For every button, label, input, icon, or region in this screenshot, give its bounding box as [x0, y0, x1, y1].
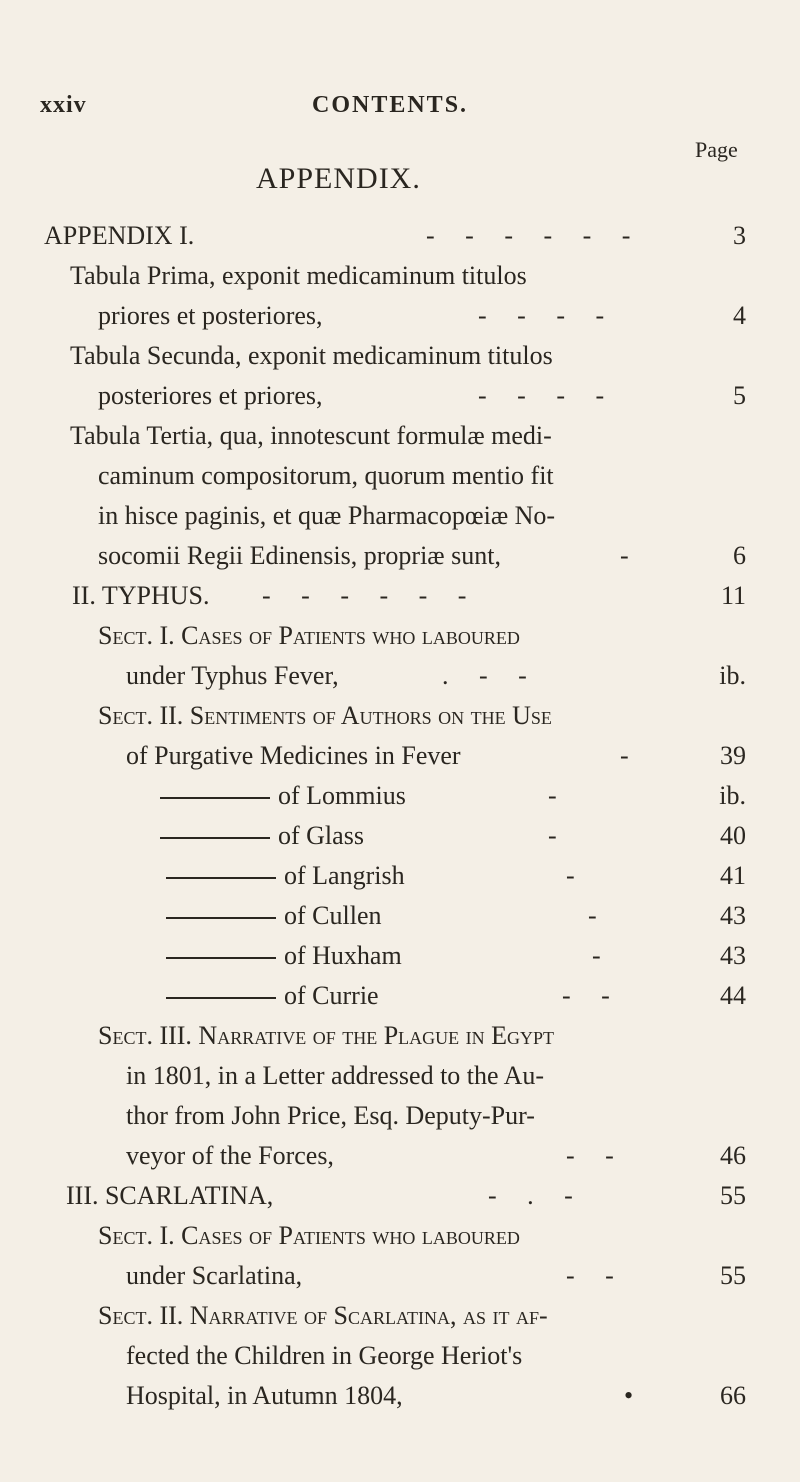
ditto-rule — [166, 957, 276, 959]
page-number: 41 — [720, 861, 746, 890]
leader-dots: - - - - — [478, 381, 605, 410]
entry-text: of Langrish — [284, 861, 405, 890]
entry-line: veyor of the Forces, — [126, 1141, 334, 1170]
entry-author-lommius — [160, 776, 406, 816]
page-number: 4 — [733, 301, 746, 330]
ditto-rule — [160, 837, 270, 839]
entry-line: caminum compositorum, quorum mentio fit — [98, 461, 554, 490]
entry-line: Sect. III. Narrative of the Plague in Egypt — [98, 1021, 555, 1050]
page-number: 3 — [733, 221, 746, 250]
entry-line: posteriores et priores, — [98, 381, 323, 410]
ditto-rule — [166, 877, 276, 879]
leader-dots: - — [566, 861, 575, 890]
entry-author-glass — [160, 816, 364, 856]
entry-line: Tabula Prima, exponit medicaminum titulos — [70, 261, 527, 290]
page-number: 11 — [720, 581, 746, 610]
running-title: CONTENTS. — [312, 92, 469, 118]
entry-line: Sect. II. Narrative of Scarlatina, as it af- — [98, 1301, 548, 1330]
entry-line: of Purgative Medicines in Fever — [126, 741, 461, 770]
entry-text: of Lommius — [278, 781, 406, 810]
entry-line: thor from John Price, Esq. Deputy-Pur- — [126, 1101, 535, 1130]
entry-line: Sect. II. Sentiments of Authors on the Use — [98, 701, 552, 730]
leader-dots: - — [620, 741, 629, 770]
page-folio: xxiv — [40, 92, 87, 118]
entry-scarlatina: III. SCARLATINA, — [66, 1181, 274, 1210]
leader-dots: - — [548, 781, 557, 810]
leader-dots: - — [592, 941, 601, 970]
entry-line: in 1801, in a Letter addressed to the Au- — [126, 1061, 545, 1090]
page-number: 39 — [720, 741, 746, 770]
leader-dots: - - — [566, 1261, 614, 1290]
page-number: 40 — [720, 821, 746, 850]
entry-line: socomii Regii Edinensis, propriæ sunt, — [98, 541, 501, 570]
leader-dots: - . - — [488, 1181, 573, 1210]
leader-dots: - - — [562, 981, 610, 1010]
entry-line: Hospital, in Autumn 1804, — [126, 1381, 403, 1410]
entry-typhus: II. TYPHUS. — [72, 581, 210, 610]
section-title: APPENDIX. — [256, 162, 421, 195]
entry-line: Tabula Tertia, qua, innotescunt formulæ medi- — [70, 421, 552, 450]
entry-author-cullen — [166, 896, 382, 936]
entry-author-huxham — [166, 936, 402, 976]
entry-line: under Scarlatina, — [126, 1261, 303, 1290]
ditto-rule — [166, 917, 276, 919]
page-number: 55 — [720, 1261, 746, 1290]
entry-line: fected the Children in George Heriot's — [126, 1341, 523, 1370]
running-head — [0, 92, 800, 132]
ditto-rule — [160, 797, 270, 799]
entry-line: under Typhus Fever, — [126, 661, 339, 690]
page-number: 43 — [720, 941, 746, 970]
entry-line: in hisce paginis, et quæ Pharmacopœiæ No- — [98, 501, 556, 530]
page-number: 46 — [720, 1141, 746, 1170]
page-number: 66 — [720, 1381, 746, 1410]
entry-text: of Currie — [284, 981, 379, 1010]
leader-dots: - - - - - - — [262, 581, 467, 610]
entry-line: Sect. I. Cases of Patients who laboured — [98, 621, 520, 650]
entry-line: Sect. I. Cases of Patients who laboured — [98, 1221, 520, 1250]
page-number: 43 — [720, 901, 746, 930]
entry-text: of Cullen — [284, 901, 382, 930]
page-number: ib. — [719, 661, 746, 690]
ditto-rule — [166, 997, 276, 999]
entry-author-currie — [166, 976, 379, 1016]
entry-appendix-1: APPENDIX I. — [44, 221, 195, 250]
entry-line: Tabula Secunda, exponit medicaminum titulos — [70, 341, 553, 370]
leader-dots: - — [588, 901, 597, 930]
page-column-label: Page — [695, 137, 738, 162]
leader-dots: • — [624, 1381, 634, 1410]
entry-author-langrish — [166, 856, 405, 896]
leader-dots: - — [548, 821, 557, 850]
entry-line: priores et posteriores, — [98, 301, 323, 330]
leader-dots: - - - - — [478, 301, 605, 330]
page-number: 44 — [720, 981, 746, 1010]
entry-text: of Huxham — [284, 941, 402, 970]
page-number: 5 — [733, 381, 746, 410]
page-number: 55 — [720, 1181, 746, 1210]
leader-dots: . - - — [442, 661, 527, 690]
page-number: 6 — [733, 541, 746, 570]
leader-dots: - - — [566, 1141, 614, 1170]
page-number: ib. — [719, 781, 746, 810]
leader-dots: - — [620, 541, 629, 570]
leader-dots: - - - - - - — [426, 221, 631, 250]
entry-text: of Glass — [278, 821, 364, 850]
